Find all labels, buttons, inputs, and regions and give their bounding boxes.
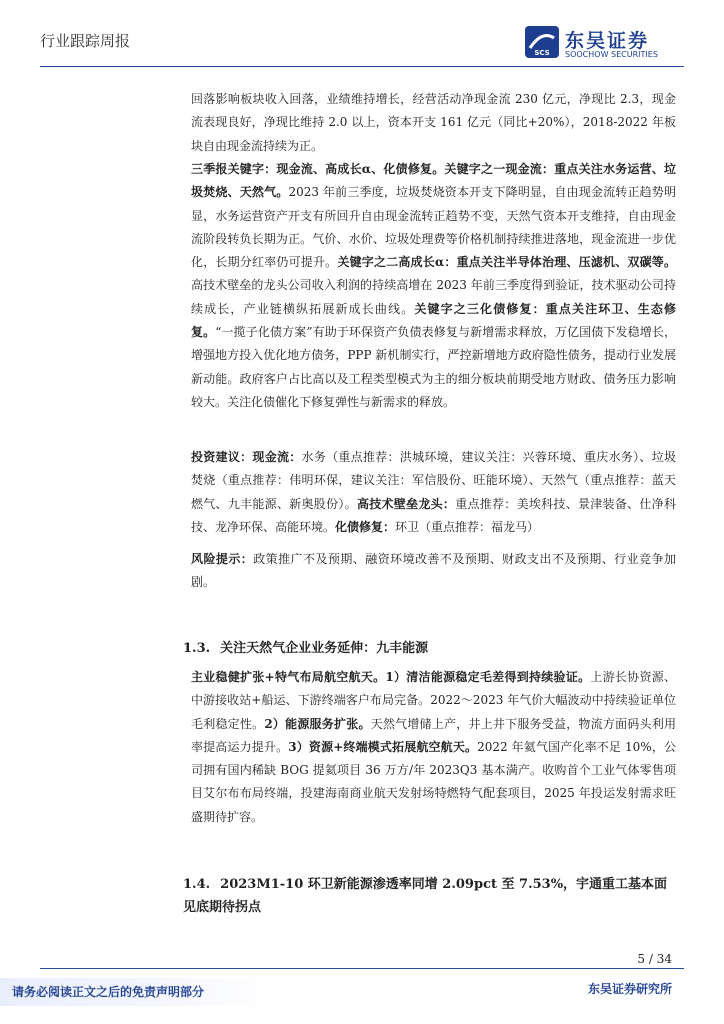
- bold-lead: 高技术壁垒龙头：: [356, 496, 456, 511]
- section-title-continued: 见底期待拐点: [183, 900, 262, 915]
- section-heading-1-4: [183, 873, 683, 919]
- bold-lead: 三季报关键字：现金流、高成长α、化债修复。关键字之一现金流：重点关注水务运营、垃圾焚烧、天然气。: [191, 162, 676, 200]
- paragraph-text: 重点推荐：美埃科技、景津装备、仕净科技、龙净环保、高能环境。: [191, 496, 676, 534]
- soochow-logo: [525, 26, 695, 62]
- paragraph-text: 回落影响板块收入回落，业绩维持增长，经营活动净现金流 230 亿元，净现比 2.3，现金流表现良好，净现比维持 2.0 以上，资本开支 161 亿元（同比+20%），2018-2022 年板块自由现金流持续为正。: [191, 92, 676, 153]
- bold-lead: 主业稳健扩张+特气布局航空航天。1）清洁能源稳定毛差得到持续验证。: [191, 670, 591, 684]
- disclaimer-text: 请务必阅读正文之后的免责声明部分: [12, 985, 205, 999]
- paragraph-q3-keywords: [191, 158, 676, 414]
- scs-logo-icon: [525, 26, 559, 58]
- paragraph-text: 上游长协资源、中游接收站+船运、下游终端客户布局完备。2022～2023 年气价大幅波动中持续验证单位毛利稳定性。: [191, 670, 676, 731]
- section-heading-1-3: [183, 637, 428, 656]
- header-divider: [40, 66, 684, 67]
- paragraph-text: 2023 年前三季度，垃圾焚烧资本开支下降明显，自由现金流转正趋势明显，水务运营资产开支有所回升自由现金流转正趋势不变，天然气资本开支维持，自由现金流阶段转负长期为正。气价、水价、垃圾处理费等价格机制持续推进落地，现金流进一步优化，长期分红率仍可提升。: [191, 185, 676, 270]
- logo-en-text: SOOCHOW SECURITIES: [565, 50, 658, 59]
- section-title: 关注天然气企业业务延伸：九丰能源: [220, 641, 429, 656]
- bold-lead: 化债修复：: [335, 519, 396, 534]
- bold-lead: 投资建议：现金流：: [191, 450, 302, 464]
- page-number: 5 / 34: [637, 952, 672, 966]
- paragraph-investment: [191, 446, 676, 539]
- section-number: 1.3.: [183, 641, 211, 656]
- bold-lead: 关键字之三化债修复：重点关注环卫、生态修复。: [191, 301, 676, 340]
- section-number: 1.4.: [183, 877, 211, 892]
- paragraph-text: 高技术壁垒的龙头公司收入利润的持续高增在 2023 年前三季度得到验证，技术驱动公司持续成长，产业链横纵拓展新成长曲线。: [191, 278, 676, 316]
- section-title: 2023M1-10 环卫新能源渗透率同增 2.09pct 至 7.53%，宇通重工基本面: [220, 877, 668, 892]
- paragraph-text: 天然气增储上产，井上井下服务受益，物流方面码头利用率提高运力提升。: [191, 716, 676, 754]
- logo-cn-text: 东吴证券: [565, 30, 650, 52]
- paragraph-text: 2022 年氦气国产化率不足 10%，公司拥有国内稀缺 BOG 提氦项目 36 万方/年 2023Q3 基本满产。收购首个工业气体零售项目艾尔布布局终端，投建海南商业航天发射场特燃特气配套项目，2025 年投运发射需求旺盛期待扩容。: [191, 739, 676, 824]
- logo-badge: SCS: [534, 49, 550, 57]
- paragraph-risk: [191, 548, 676, 595]
- paragraph-revenue: [191, 88, 676, 158]
- disclaimer-banner: [0, 978, 275, 1006]
- bold-lead: 3）资源+终端模式拓展航空航天。: [288, 739, 478, 754]
- paragraph-text: 环卫（重点推荐：福龙马）: [395, 519, 540, 534]
- paragraph-text: “一揽子化债方案”有助于环保资产负债表修复与新增需求释放，万亿国债下发稳增长，增强地方投入优化地方债务，PPP 新机制实行，严控新增地方政府隐性债务，提动行业发展新动能。政府客户占比高以及工程类型模式为主的细分板块前期受地方财政、债务压力影响较大。关注化债催化下修复弹性与新需求的释放。: [191, 325, 676, 409]
- footer-divider: [40, 968, 684, 969]
- bold-lead: 2）能源服务扩张。: [264, 716, 371, 731]
- paragraph-text: 水务（重点推荐：洪城环境，建议关注：兴蓉环境、重庆水务）、垃圾焚烧（重点推荐：伟明环保，建议关注：军信股份、旺能环境）、天然气（重点推荐：蓝天燃气、九丰能源、新奥股份）。: [191, 450, 676, 511]
- paragraph-text: 政策推广不及预期、融资环境改善不及预期、财政支出不及预期、行业竞争加剧。: [191, 552, 676, 590]
- paragraph-jiufeng: [191, 666, 676, 829]
- report-type: 行业跟踪周报: [40, 32, 131, 50]
- bold-lead: 风险提示：: [191, 552, 254, 566]
- bold-lead: 关键字之二高成长α：重点关注半导体治理、压滤机、双碳等。: [337, 255, 676, 270]
- research-institute: 东吴证券研究所: [587, 982, 672, 996]
